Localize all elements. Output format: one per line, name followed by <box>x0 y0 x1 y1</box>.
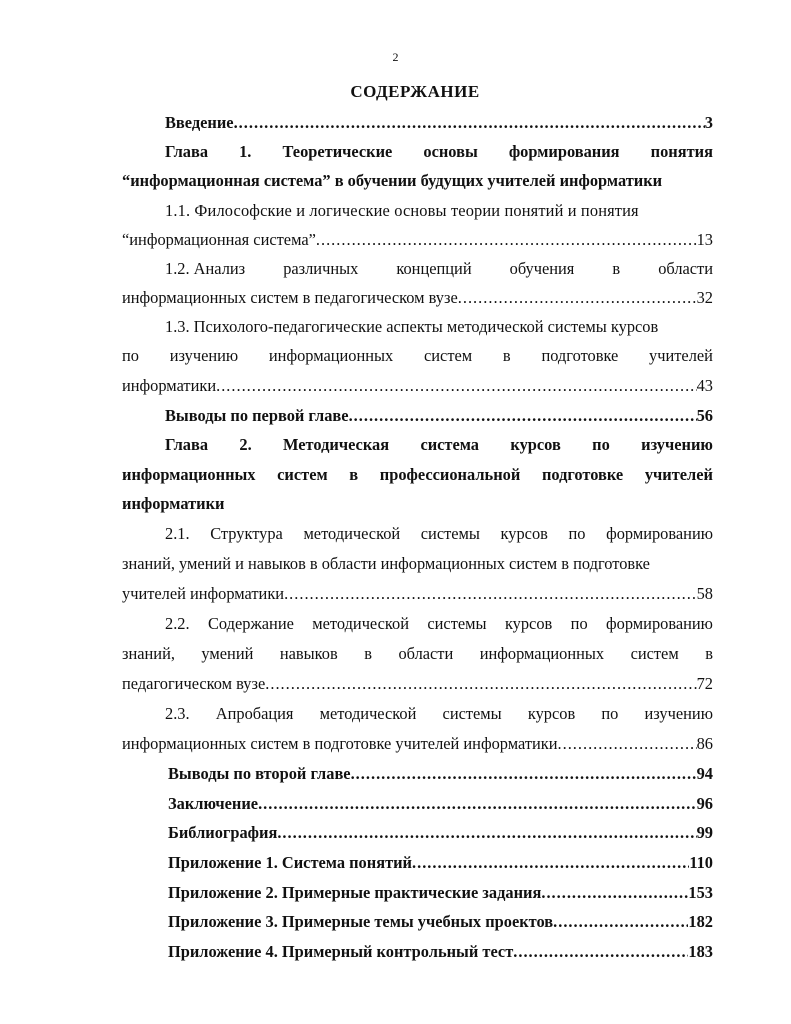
word: по <box>570 614 588 633</box>
toc-section-1-3-line3 <box>122 375 713 397</box>
word: знаний, <box>122 644 175 663</box>
word: системы <box>442 704 502 723</box>
toc-section-2-3-line2 <box>122 733 713 755</box>
word: изучению <box>169 346 239 365</box>
toc-chapter-2-line2 <box>122 464 713 486</box>
toc-leader <box>277 822 696 844</box>
toc-entry-title: Приложение 1. Система понятий <box>168 853 413 872</box>
toc-entry-title: Выводы по первой главе <box>165 406 349 425</box>
toc-leader <box>216 375 697 397</box>
toc-section-2-2-line1 <box>165 613 713 635</box>
toc-section-1-2-line1 <box>165 258 713 280</box>
toc-section-1-1-line2 <box>122 229 713 251</box>
toc-section-1-3-line2 <box>122 345 713 367</box>
word: курсов <box>510 435 561 454</box>
word: в <box>349 465 359 484</box>
word: в <box>364 644 372 663</box>
word: системы <box>420 524 480 543</box>
toc-entry-title: учителей информатики <box>122 584 285 603</box>
word: систем <box>424 346 473 365</box>
toc-leader <box>558 733 697 755</box>
word: подготовке <box>541 465 624 484</box>
word: по <box>122 346 139 365</box>
toc-section-2-3-line1 <box>165 703 713 725</box>
toc-entry-title: педагогическом вузе <box>122 674 266 693</box>
word: формированию <box>606 524 713 543</box>
toc-entry-title: “информационная система” <box>122 230 316 249</box>
toc-entry-conclusion <box>168 793 713 815</box>
word: в <box>705 644 713 663</box>
toc-entry-appendix-2 <box>168 882 713 904</box>
word: Глава <box>165 142 209 161</box>
word: систем <box>277 465 328 484</box>
word: области <box>398 644 454 663</box>
toc-page-number: 96 <box>696 794 713 813</box>
toc-leader <box>316 229 697 251</box>
word: методической <box>303 524 401 543</box>
toc-leader <box>458 287 697 309</box>
word: 2. <box>239 435 252 454</box>
word: области <box>658 259 713 278</box>
page-title: СОДЕРЖАНИЕ <box>350 82 480 101</box>
word: методической <box>312 614 409 633</box>
toc-page-number: 183 <box>688 942 713 961</box>
word: умений <box>201 644 254 663</box>
toc-entry-title: Заключение <box>168 794 259 813</box>
toc-section-1-1-line1: 1.1. Философские и логические основы теории понятий и понятия <box>165 201 639 220</box>
toc-page-number: 43 <box>696 376 713 395</box>
toc-chapter-1-line1 <box>165 141 713 163</box>
word: систем <box>630 644 679 663</box>
toc-leader <box>351 763 697 785</box>
word: курсов <box>504 614 553 633</box>
word: по <box>568 524 586 543</box>
word: в <box>502 346 511 365</box>
toc-page-number: 3 <box>704 113 713 132</box>
toc-leader <box>349 405 697 427</box>
toc-entry-introduction <box>165 112 713 134</box>
word: 2.2. <box>165 614 190 633</box>
toc-section-2-1-line1 <box>165 523 713 545</box>
word: основы <box>423 142 478 161</box>
toc-page-number: 86 <box>696 734 713 753</box>
word: обучения <box>509 259 575 278</box>
toc-leader <box>284 583 697 605</box>
word: формированию <box>606 614 713 633</box>
word: Структура <box>210 524 283 543</box>
toc-entry-appendix-1 <box>168 852 713 874</box>
word: формирования <box>508 142 620 161</box>
toc-section-1-2-line2 <box>122 287 713 309</box>
word: информационных <box>479 644 605 663</box>
toc-page-number: 99 <box>696 823 713 842</box>
toc-leader <box>258 793 697 815</box>
toc-leader <box>265 673 696 695</box>
toc-entry-title: Приложение 3. Примерные темы учебных проектов <box>168 912 554 931</box>
word: 2.3. <box>165 704 190 723</box>
toc-page-number: 153 <box>688 883 713 902</box>
toc-entry-bibliography <box>168 822 713 844</box>
word: 2.1. <box>165 524 190 543</box>
toc-entry-title: Введение <box>165 113 234 132</box>
toc-entry-conclusions-1 <box>165 405 713 427</box>
toc-section-2-2-line2 <box>122 643 713 665</box>
word: Глава <box>165 435 209 454</box>
word: изучению <box>641 435 713 454</box>
word: изучению <box>644 704 713 723</box>
word: Апробация <box>215 704 294 723</box>
toc-page-number: 94 <box>696 764 713 783</box>
word: информационных <box>122 465 256 484</box>
toc-page-number: 13 <box>696 230 713 249</box>
toc-page-number: 56 <box>696 406 713 425</box>
toc-page-number: 72 <box>696 674 713 693</box>
word: 1. <box>239 142 252 161</box>
toc-chapter-2-line3: информатики <box>122 494 225 513</box>
word: курсов <box>527 704 576 723</box>
word: системы <box>427 614 487 633</box>
toc-section-2-1-line2: знаний, умений и навыков в области информационных систем в подготовке <box>122 554 650 573</box>
toc-leader <box>541 882 688 904</box>
word: учителей <box>649 346 713 365</box>
toc-entry-title: информационных систем в педагогическом вузе <box>122 288 458 307</box>
word: подготовке <box>541 346 619 365</box>
word: концепций <box>396 259 472 278</box>
toc-page-number: 32 <box>696 288 713 307</box>
page-number: 2 <box>392 50 399 64</box>
toc-chapter-2-line1 <box>165 434 713 456</box>
toc-section-1-3-line1: 1.3. Психолого-педагогические аспекты методической системы курсов <box>165 317 659 336</box>
toc-entry-appendix-4 <box>168 941 713 963</box>
word: различных <box>283 259 359 278</box>
word: в <box>612 259 621 278</box>
word: методической <box>319 704 417 723</box>
toc-entry-title: Выводы по второй главе <box>168 764 351 783</box>
toc-entry-title: Приложение 4. Примерный контрольный тест <box>168 942 514 961</box>
toc-leader <box>513 941 688 963</box>
word: информационных <box>268 346 394 365</box>
word: по <box>592 435 610 454</box>
word: профессиональной <box>379 465 521 484</box>
toc-entry-title: Библиография <box>168 823 278 842</box>
toc-entry-conclusions-2 <box>168 763 713 785</box>
word: 1.2. Анализ <box>165 259 246 278</box>
toc-entry-title: Приложение 2. Примерные практические задания <box>168 883 542 902</box>
word: по <box>601 704 619 723</box>
toc-leader <box>553 911 688 933</box>
toc-leader <box>412 852 689 874</box>
toc-chapter-1-line2: “информационная система” в обучении будущих учителей информатики <box>122 171 663 190</box>
word: учителей <box>644 465 713 484</box>
word: Теоретические <box>282 142 393 161</box>
word: система <box>420 435 480 454</box>
toc-page-number: 58 <box>696 584 713 603</box>
word: понятия <box>650 142 713 161</box>
toc-entry-title: информатики <box>122 376 217 395</box>
word: курсов <box>500 524 548 543</box>
toc-page-number: 110 <box>689 853 713 872</box>
toc-entry-title: информационных систем в подготовке учителей информатики <box>122 734 558 753</box>
word: Методическая <box>283 435 390 454</box>
toc-leader <box>234 112 705 134</box>
toc-section-2-2-line3 <box>122 673 713 695</box>
word: Содержание <box>207 614 294 633</box>
toc-entry-appendix-3 <box>168 911 713 933</box>
toc-section-2-1-line3 <box>122 583 713 605</box>
word: навыков <box>279 644 338 663</box>
toc-page-number: 182 <box>688 912 713 931</box>
